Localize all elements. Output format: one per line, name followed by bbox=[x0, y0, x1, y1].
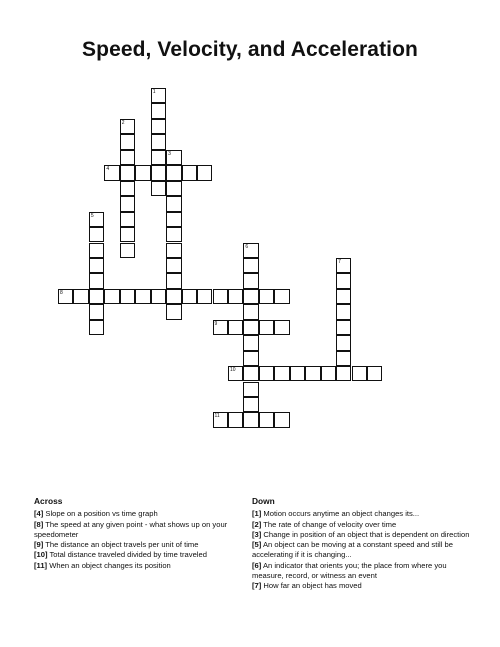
grid-cell[interactable] bbox=[120, 181, 135, 196]
grid-cell[interactable] bbox=[166, 150, 181, 165]
clue-number: 4 bbox=[106, 166, 110, 173]
clue-text: When an object changes its position bbox=[47, 560, 171, 570]
grid-cell[interactable] bbox=[228, 289, 243, 304]
clue-number: 8 bbox=[60, 289, 63, 296]
across-clue bbox=[34, 520, 246, 541]
grid-cell[interactable] bbox=[305, 366, 320, 381]
grid-cell[interactable] bbox=[120, 227, 135, 242]
grid-cell[interactable] bbox=[166, 227, 181, 242]
grid-cell[interactable] bbox=[228, 320, 243, 335]
grid-cell[interactable] bbox=[259, 320, 274, 335]
grid-cell[interactable] bbox=[243, 382, 258, 397]
across-clues bbox=[34, 496, 246, 571]
grid-cell[interactable] bbox=[336, 335, 351, 350]
grid-cell[interactable] bbox=[151, 150, 166, 165]
clue-number: [6] bbox=[252, 560, 262, 570]
clue-number: 9 bbox=[214, 320, 218, 327]
grid-cell[interactable] bbox=[243, 258, 258, 273]
grid-cell[interactable] bbox=[89, 258, 104, 273]
down-clues bbox=[252, 496, 474, 592]
grid-cell[interactable] bbox=[166, 273, 181, 288]
clue-number: [9] bbox=[34, 540, 44, 550]
grid-cell[interactable] bbox=[89, 304, 104, 319]
clue-number: [3] bbox=[252, 529, 262, 539]
clue-number: 7 bbox=[338, 258, 341, 265]
across-clue bbox=[34, 561, 246, 571]
grid-cell[interactable] bbox=[120, 119, 135, 134]
grid-cell[interactable] bbox=[120, 134, 135, 149]
grid-cell[interactable] bbox=[89, 243, 104, 258]
grid-cell[interactable] bbox=[243, 243, 258, 258]
clue-text: Change in position of an object that is dependent on direction bbox=[261, 529, 470, 539]
grid-cell[interactable] bbox=[243, 273, 258, 288]
grid-cell[interactable] bbox=[228, 412, 243, 427]
clue-text: Total distance traveled divided by time traveled bbox=[47, 550, 207, 560]
grid-cell[interactable] bbox=[120, 150, 135, 165]
clue-number: 3 bbox=[168, 150, 171, 157]
grid-cell[interactable] bbox=[104, 289, 119, 304]
grid-cell[interactable] bbox=[274, 366, 289, 381]
clue-text: Slope on a position vs time graph bbox=[43, 509, 158, 519]
down-clue bbox=[252, 581, 474, 591]
grid-cell[interactable] bbox=[197, 165, 212, 180]
grid-cell[interactable] bbox=[336, 289, 351, 304]
grid-cell[interactable] bbox=[151, 134, 166, 149]
grid-cell[interactable] bbox=[182, 165, 197, 180]
clue-number: 11 bbox=[214, 413, 220, 420]
grid-cell[interactable] bbox=[336, 304, 351, 319]
grid-cell[interactable] bbox=[135, 165, 150, 180]
grid-cell[interactable] bbox=[151, 165, 166, 180]
clue-text: An indicator that orients you; the place from where you measure, record, or witness an event bbox=[252, 560, 447, 581]
clue-number: 1 bbox=[152, 89, 156, 95]
down-heading: Down bbox=[252, 496, 275, 506]
grid-cell[interactable] bbox=[259, 366, 274, 381]
grid-cell[interactable] bbox=[213, 320, 228, 335]
grid-cell[interactable] bbox=[104, 165, 119, 180]
grid-cell[interactable] bbox=[367, 366, 382, 381]
grid-cell[interactable] bbox=[89, 289, 104, 304]
clue-number: [1] bbox=[252, 509, 262, 519]
clue-number: [8] bbox=[34, 519, 44, 529]
grid-cell[interactable] bbox=[336, 258, 351, 273]
across-clue bbox=[34, 509, 246, 519]
clue-number: [7] bbox=[252, 581, 262, 591]
grid-cell[interactable] bbox=[213, 289, 228, 304]
grid-cell[interactable] bbox=[243, 366, 258, 381]
clue-number: [4] bbox=[34, 509, 44, 519]
grid-cell[interactable] bbox=[182, 289, 197, 304]
grid-cell[interactable] bbox=[321, 366, 336, 381]
grid-cell[interactable] bbox=[151, 88, 166, 103]
grid-cell[interactable] bbox=[166, 196, 181, 211]
down-clue-list bbox=[252, 509, 474, 591]
grid-cell[interactable] bbox=[274, 412, 289, 427]
grid-cell[interactable] bbox=[290, 366, 305, 381]
grid-cell[interactable] bbox=[259, 289, 274, 304]
grid-cell[interactable] bbox=[228, 366, 243, 381]
grid-cell[interactable] bbox=[89, 227, 104, 242]
grid-cell[interactable] bbox=[336, 351, 351, 366]
grid-cell[interactable] bbox=[274, 289, 289, 304]
clue-text: The distance an object travels per unit of time bbox=[43, 540, 199, 550]
grid-cell[interactable] bbox=[166, 212, 181, 227]
clue-number: [5] bbox=[252, 540, 262, 550]
grid-cell[interactable] bbox=[89, 273, 104, 288]
grid-cell[interactable] bbox=[243, 289, 258, 304]
grid-cell[interactable] bbox=[213, 412, 228, 427]
clue-text: The rate of change of velocity over time bbox=[261, 519, 397, 529]
grid-cell[interactable] bbox=[166, 165, 181, 180]
grid-cell[interactable] bbox=[243, 335, 258, 350]
grid-cell[interactable] bbox=[151, 289, 166, 304]
clue-number: [11] bbox=[34, 560, 48, 570]
across-clue bbox=[34, 550, 246, 560]
across-clue bbox=[34, 540, 246, 550]
grid-cell[interactable] bbox=[352, 366, 367, 381]
grid-cell[interactable] bbox=[120, 165, 135, 180]
clue-number: 5 bbox=[90, 212, 94, 219]
grid-cell[interactable] bbox=[274, 320, 289, 335]
clue-text: How far an object has moved bbox=[261, 581, 362, 591]
grid-cell[interactable] bbox=[73, 289, 88, 304]
grid-cell[interactable] bbox=[120, 289, 135, 304]
grid-cell[interactable] bbox=[166, 258, 181, 273]
grid-cell[interactable] bbox=[120, 196, 135, 211]
clue-number: 2 bbox=[121, 119, 125, 126]
grid-cell[interactable] bbox=[151, 103, 166, 118]
across-clue-list bbox=[34, 509, 246, 571]
grid-cell[interactable] bbox=[243, 412, 258, 427]
grid-cell[interactable] bbox=[120, 212, 135, 227]
grid-cell[interactable] bbox=[197, 289, 212, 304]
grid-cell[interactable] bbox=[58, 289, 73, 304]
grid-cell[interactable] bbox=[336, 320, 351, 335]
down-clue bbox=[252, 540, 474, 561]
grid-cell[interactable] bbox=[243, 304, 258, 319]
grid-cell[interactable] bbox=[89, 320, 104, 335]
puzzle-title: Speed, Velocity, and Acceleration bbox=[82, 38, 418, 61]
clue-number: [10] bbox=[34, 550, 48, 560]
clue-text: The speed at any given point - what shows up on your speedometer bbox=[34, 519, 228, 539]
grid-cell[interactable] bbox=[120, 243, 135, 258]
grid-cell[interactable] bbox=[151, 181, 166, 196]
down-clue bbox=[252, 530, 474, 540]
grid-cell[interactable] bbox=[166, 243, 181, 258]
across-heading: Across bbox=[34, 496, 63, 506]
clue-number: [2] bbox=[252, 519, 262, 529]
grid-cell[interactable] bbox=[166, 289, 181, 304]
grid-cell[interactable] bbox=[336, 273, 351, 288]
grid-cell[interactable] bbox=[243, 397, 258, 412]
grid-cell[interactable] bbox=[166, 181, 181, 196]
clue-number: 6 bbox=[245, 243, 249, 250]
down-clue bbox=[252, 561, 474, 582]
grid-cell[interactable] bbox=[243, 320, 258, 335]
grid-cell[interactable] bbox=[135, 289, 150, 304]
grid-cell[interactable] bbox=[89, 212, 104, 227]
grid-cell[interactable] bbox=[336, 366, 351, 381]
grid-cell[interactable] bbox=[166, 304, 181, 319]
down-clue bbox=[252, 509, 474, 519]
grid-cell[interactable] bbox=[259, 412, 274, 427]
clue-text: An object can be moving at a constant speed and still be accelerating if it is changing... bbox=[252, 540, 453, 560]
clue-text: Motion occurs anytime an object changes its... bbox=[261, 509, 420, 519]
down-clue bbox=[252, 520, 474, 530]
grid-cell[interactable] bbox=[151, 119, 166, 134]
clue-number: 10 bbox=[229, 367, 236, 374]
grid-cell[interactable] bbox=[243, 351, 258, 366]
